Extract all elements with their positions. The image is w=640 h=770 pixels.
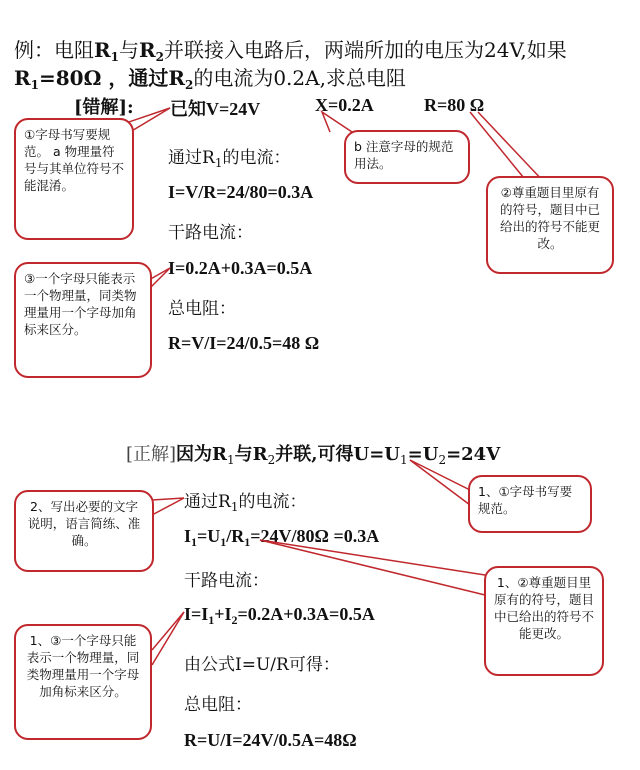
problem-line-1: 例：电阻$R_1$与$R_2$并联接入电路后，两端所加的电压为24V,如果 — [14, 38, 567, 64]
right-step-2: 干路电流： — [184, 571, 269, 591]
leader-right-note1-3 — [152, 612, 184, 650]
leader-right-note2b — [152, 498, 184, 515]
problem-line-2: $R_1=80\Omega$ ，通过$R_2$的电流为0.2A,求总电阻 — [14, 66, 406, 92]
right-step-3: 由公式I=U/R可得： — [184, 655, 340, 675]
leader-right-note1-2 — [260, 540, 485, 575]
leader-note2b — [478, 112, 545, 183]
callout-right-note2: 2、写出必要的文字说明，语言简练、准确。 — [14, 490, 154, 572]
wrong-known-v: 已知V=24V — [170, 99, 261, 119]
wrong-known-x: X=0.2A — [315, 95, 374, 115]
wrong-step-1: 通过$R_1$的电流： — [168, 148, 291, 170]
wrong-step-3: 总电阻： — [168, 299, 236, 319]
right-eq-3: R=U/I=24V/0.5A=48Ω — [184, 730, 357, 750]
wrong-eq-2: I=0.2A+0.3A=0.5A — [168, 258, 313, 278]
leader-right-note1-3b — [152, 612, 184, 665]
wrong-label: [错解]: — [74, 97, 134, 118]
leader-right-note1b — [410, 460, 470, 505]
callout-note3: ③一个字母只能表示一个物理量，同类物理量用一个字母加角标来区分。 — [14, 262, 152, 378]
leader-note-b — [322, 112, 352, 132]
callout-right-note1: 1、①字母书写要规范。 — [468, 475, 592, 533]
right-step-1: 通过$R_1$的电流： — [184, 492, 307, 514]
callout-right-note1-2: 1、②尊重题目里原有的符号，题目中已给出的符号不能更改。 — [484, 566, 604, 676]
right-eq-1: $I_1=U_1/R_1=24V/80\Omega =0.3A$ — [184, 526, 380, 549]
right-step-4: 总电阻： — [184, 695, 252, 715]
right-intro: [正解]因为$R_1$与$R_2$并联,可得$U=U_1=U_2=24V$ — [126, 444, 501, 467]
callout-note1: ①字母书写要规范。 a 物理量符号与其单位符号不能混淆。 — [14, 118, 134, 240]
leader-right-note1 — [410, 460, 470, 490]
callout-note2: ②尊重题目里原有的符号，题目中已给出的符号不能更改。 — [486, 176, 614, 274]
wrong-eq-3: R=V/I=24/0.5=48 Ω — [168, 333, 320, 353]
wrong-eq-1: I=V/R=24/80=0.3A — [168, 182, 314, 202]
right-eq-2: $I=I_1+I_2=0.2A+0.3A=0.5A$ — [184, 604, 375, 627]
leader-right-note2 — [152, 498, 184, 500]
leader-note2 — [470, 112, 528, 183]
callout-note-b: b 注意字母的规范用法。 — [344, 130, 470, 184]
leader-right-note1-2b — [260, 540, 485, 595]
wrong-known-r: R=80 Ω — [424, 95, 485, 115]
wrong-step-2: 干路电流： — [168, 223, 253, 243]
callout-right-note1-3: 1、③一个字母只能表示一个物理量，同类物理量用一个字母加角标来区分。 — [14, 624, 152, 740]
